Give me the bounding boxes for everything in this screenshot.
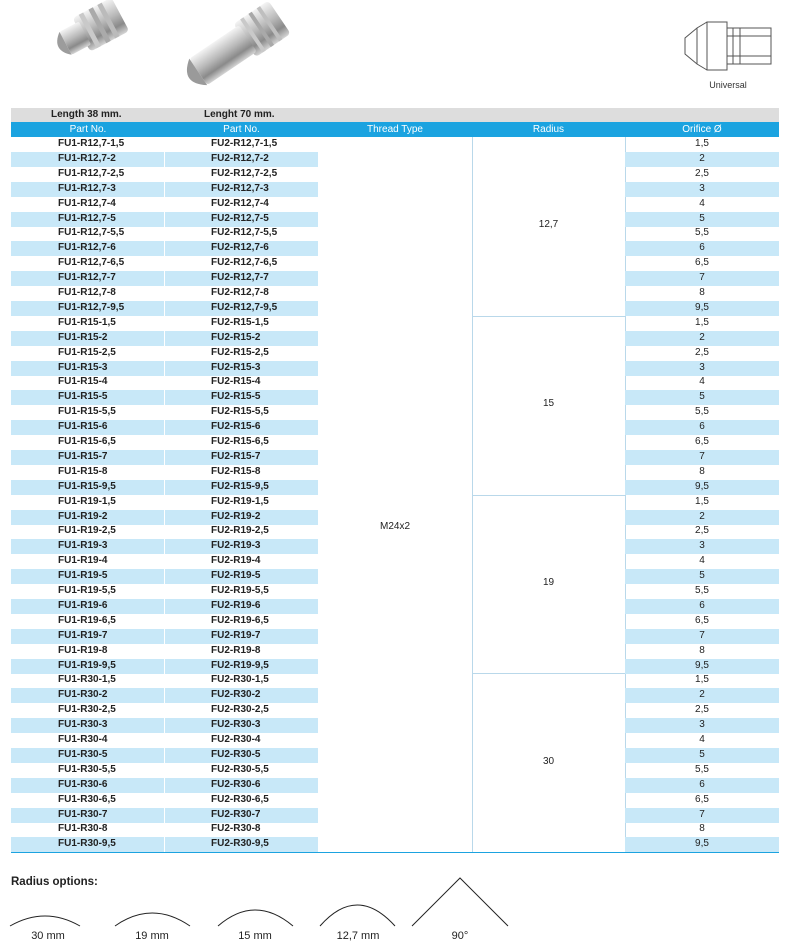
part-no-70: FU2-R19-8 xyxy=(211,644,261,656)
part-no-38: FU1-R30-9,5 xyxy=(58,838,116,850)
table-row xyxy=(11,465,779,480)
part-no-70: FU2-R19-2 xyxy=(211,510,261,522)
part-no-70: FU2-R19-3 xyxy=(211,540,261,552)
table-row xyxy=(11,733,779,748)
part-no-38: FU1-R19-5 xyxy=(58,570,108,582)
universal-drawing xyxy=(685,22,771,70)
table-row xyxy=(11,524,779,539)
part-no-38: FU1-R19-8 xyxy=(58,644,108,656)
part-no-38: FU1-R15-4 xyxy=(58,376,108,388)
part-no-38: FU1-R12,7-1,5 xyxy=(58,138,125,149)
radius-19-arc xyxy=(115,913,190,926)
part-no-70: FU2-R15-3 xyxy=(211,361,261,373)
part-no-70: FU2-R12,7-5,5 xyxy=(211,227,278,239)
table-row xyxy=(11,420,779,435)
table-row xyxy=(11,748,779,763)
part-no-38: FU1-R15-5,5 xyxy=(58,406,116,418)
part-no-38: FU1-R12,7-2,5 xyxy=(58,167,125,179)
part-no-38: FU1-R30-8 xyxy=(58,823,108,835)
table-row xyxy=(11,286,779,301)
table-row xyxy=(11,793,779,808)
radius-option-label: 15 mm xyxy=(238,930,272,942)
part-no-70: FU2-R30-6 xyxy=(211,778,261,790)
orifice-value: 4 xyxy=(699,197,705,209)
part-no-38: FU1-R30-6 xyxy=(58,778,108,790)
table-row xyxy=(11,271,779,286)
radius-option-label: 12,7 mm xyxy=(336,930,380,942)
orifice-value: 2 xyxy=(699,331,705,343)
header-part-no-1: Part No. xyxy=(69,124,107,135)
part-no-70: FU2-R30-2,5 xyxy=(211,704,269,716)
orifice-value: 8 xyxy=(699,287,705,298)
part-no-70: FU2-R19-1,5 xyxy=(211,495,269,507)
table-row xyxy=(11,510,779,525)
orifice-value: 9,5 xyxy=(695,480,709,492)
parts-table xyxy=(11,108,779,852)
table-row xyxy=(11,361,779,376)
part-no-70: FU2-R19-6,5 xyxy=(211,614,269,626)
long-nozzle-image xyxy=(178,1,291,95)
length-38-label: Length 38 mm. xyxy=(51,109,122,120)
table-row xyxy=(11,167,779,182)
radius-options-title: Radius options: xyxy=(11,876,98,888)
part-no-38: FU1-R19-1,5 xyxy=(58,495,116,507)
orifice-value: 5,5 xyxy=(695,227,709,239)
part-no-70: FU2-R30-8 xyxy=(211,823,261,835)
orifice-value: 4 xyxy=(699,734,705,745)
orifice-value: 2,5 xyxy=(695,525,709,537)
radius-value: 19 xyxy=(542,577,555,588)
orifice-value: 9,5 xyxy=(695,659,709,671)
table-row xyxy=(11,614,779,629)
table-row xyxy=(11,584,779,599)
header-radius: Radius xyxy=(532,124,565,135)
part-no-38: FU1-R30-2,5 xyxy=(58,704,116,716)
part-no-38: FU1-R15-2 xyxy=(58,331,108,343)
part-no-70: FU2-R30-9,5 xyxy=(211,838,269,850)
part-no-38: FU1-R19-7 xyxy=(58,629,108,641)
part-no-70: FU2-R30-3 xyxy=(211,719,261,731)
part-no-38: FU1-R30-5,5 xyxy=(58,763,116,775)
table-row xyxy=(11,331,779,346)
radius-option-label: 90° xyxy=(451,930,469,942)
orifice-value: 4 xyxy=(699,376,705,388)
radius-value: 30 xyxy=(542,755,555,767)
part-no-70: FU2-R12,7-2 xyxy=(211,152,269,164)
part-no-38: FU1-R19-6 xyxy=(58,599,108,611)
part-no-70: FU2-R30-2 xyxy=(211,689,261,701)
table-row xyxy=(11,837,779,852)
orifice-value: 5,5 xyxy=(695,763,709,775)
part-no-70: FU2-R19-5 xyxy=(211,570,261,582)
table-header xyxy=(11,122,779,137)
part-no-38: FU1-R19-5,5 xyxy=(58,585,116,596)
part-no-70: FU2-R12,7-2,5 xyxy=(211,167,278,179)
header-part-no-2: Part No. xyxy=(223,124,260,135)
radius-value: 15 xyxy=(542,398,555,410)
radius-value: 12,7 xyxy=(538,219,559,231)
orifice-value: 5,5 xyxy=(695,585,709,596)
orifice-value: 1,5 xyxy=(695,495,709,507)
radius-option-label: 30 mm xyxy=(31,930,65,942)
part-no-70: FU2-R12,7-9,5 xyxy=(211,301,278,313)
orifice-value: 8 xyxy=(699,644,705,656)
orifice-value: 5 xyxy=(699,748,705,760)
table-row xyxy=(11,644,779,659)
orifice-value: 6,5 xyxy=(695,793,709,805)
orifice-value: 7 xyxy=(699,450,705,462)
part-no-38: FU1-R15-1,5 xyxy=(58,316,116,328)
orifice-value: 1,5 xyxy=(695,138,709,149)
universal-label: Universal xyxy=(709,80,747,90)
part-no-38: FU1-R30-1,5 xyxy=(58,674,116,686)
table-row xyxy=(11,346,779,361)
table-row xyxy=(11,778,779,793)
table-row xyxy=(11,137,779,152)
part-no-38: FU1-R12,7-6 xyxy=(58,242,116,254)
part-no-70: FU2-R12,7-7 xyxy=(211,272,269,284)
orifice-value: 6,5 xyxy=(695,614,709,626)
part-no-38: FU1-R12,7-5 xyxy=(58,212,116,224)
part-no-70: FU2-R30-6,5 xyxy=(211,793,269,805)
part-no-70: FU2-R12,7-1,5 xyxy=(211,138,278,149)
part-no-38: FU1-R19-2 xyxy=(58,510,108,522)
part-no-38: FU1-R15-3 xyxy=(58,361,108,373)
part-no-70: FU2-R30-4 xyxy=(211,734,261,745)
product-images xyxy=(0,0,785,106)
orifice-value: 6 xyxy=(699,421,705,433)
part-no-38: FU1-R19-4 xyxy=(58,555,108,567)
orifice-value: 9,5 xyxy=(695,301,709,313)
part-no-70: FU2-R19-7 xyxy=(211,629,261,641)
orifice-value: 7 xyxy=(699,272,705,284)
part-no-70: FU2-R19-6 xyxy=(211,599,261,611)
table-row xyxy=(11,718,779,733)
part-no-38: FU1-R12,7-4 xyxy=(58,197,116,209)
angle-90-shape xyxy=(412,878,508,926)
part-no-70: FU2-R19-2,5 xyxy=(211,525,269,537)
radius-30-arc xyxy=(10,916,80,926)
orifice-value: 2,5 xyxy=(695,346,709,358)
table-row xyxy=(11,256,779,271)
header-thread-type: Thread Type xyxy=(367,124,423,135)
part-no-70: FU2-R12,7-8 xyxy=(211,287,269,298)
part-no-70: FU2-R12,7-6,5 xyxy=(211,257,278,269)
radius-group-divider xyxy=(472,316,625,317)
part-no-38: FU1-R15-8 xyxy=(58,465,108,477)
orifice-value: 2,5 xyxy=(695,167,709,179)
part-no-38: FU1-R12,7-7 xyxy=(58,272,116,284)
part-no-70: FU2-R15-9,5 xyxy=(211,480,269,492)
part-no-38: FU1-R30-3 xyxy=(58,719,108,731)
part-no-70: FU2-R15-5 xyxy=(211,391,261,403)
orifice-value: 6 xyxy=(699,778,705,790)
orifice-value: 5 xyxy=(699,212,705,224)
part-no-70: FU2-R12,7-3 xyxy=(211,182,269,194)
orifice-value: 1,5 xyxy=(695,674,709,686)
table-row xyxy=(11,435,779,450)
orifice-value: 3 xyxy=(699,540,705,552)
part-no-70: FU2-R15-5,5 xyxy=(211,406,269,418)
radius-group-divider xyxy=(472,673,625,674)
part-no-38: FU1-R12,7-6,5 xyxy=(58,257,125,269)
table-row xyxy=(11,808,779,823)
part-no-70: FU2-R15-4 xyxy=(211,376,261,388)
length-70-label: Lenght 70 mm. xyxy=(204,109,275,120)
part-no-70: FU2-R19-4 xyxy=(211,555,261,567)
table-row xyxy=(11,226,779,241)
table-row xyxy=(11,703,779,718)
part-no-38: FU1-R15-9,5 xyxy=(58,480,116,492)
table-row xyxy=(11,241,779,256)
part-no-38: FU1-R19-2,5 xyxy=(58,525,116,537)
table-row xyxy=(11,763,779,778)
part-no-38: FU1-R15-2,5 xyxy=(58,346,116,358)
part-no-70: FU2-R30-1,5 xyxy=(211,674,269,686)
part-no-70: FU2-R15-6,5 xyxy=(211,436,269,447)
part-no-38: FU1-R30-2 xyxy=(58,689,108,701)
orifice-value: 4 xyxy=(699,555,705,567)
table-row xyxy=(11,480,779,495)
table-body xyxy=(11,137,779,852)
orifice-value: 8 xyxy=(699,465,705,477)
table-row xyxy=(11,629,779,644)
orifice-value: 6,5 xyxy=(695,257,709,269)
orifice-value: 3 xyxy=(699,719,705,731)
orifice-value: 6 xyxy=(699,242,705,254)
part-no-70: FU2-R15-1,5 xyxy=(211,316,269,328)
table-row xyxy=(11,197,779,212)
table-row xyxy=(11,405,779,420)
thread-type-value: M24x2 xyxy=(379,521,410,532)
table-row xyxy=(11,152,779,167)
part-no-38: FU1-R30-7 xyxy=(58,808,108,820)
part-no-38: FU1-R15-7 xyxy=(58,450,108,462)
table-row xyxy=(11,316,779,331)
orifice-value: 6 xyxy=(699,599,705,611)
part-no-70: FU2-R15-2,5 xyxy=(211,346,269,358)
part-no-70: FU2-R15-6 xyxy=(211,421,261,433)
orifice-value: 6,5 xyxy=(695,436,709,447)
part-no-70: FU2-R30-7 xyxy=(211,808,261,820)
part-no-70: FU2-R19-5,5 xyxy=(211,585,269,596)
part-no-38: FU1-R30-6,5 xyxy=(58,793,116,805)
table-row xyxy=(11,539,779,554)
orifice-value: 8 xyxy=(699,823,705,835)
part-no-38: FU1-R15-6 xyxy=(58,421,108,433)
part-no-70: FU2-R19-9,5 xyxy=(211,659,269,671)
orifice-value: 9,5 xyxy=(695,838,709,850)
radius-15-arc xyxy=(218,910,293,926)
table-row xyxy=(11,554,779,569)
table-row xyxy=(11,182,779,197)
part-no-38: FU1-R12,7-5,5 xyxy=(58,227,125,239)
table-row xyxy=(11,450,779,465)
part-no-38: FU1-R19-6,5 xyxy=(58,614,116,626)
orifice-value: 3 xyxy=(699,182,705,194)
table-row xyxy=(11,212,779,227)
part-no-70: FU2-R12,7-4 xyxy=(211,197,269,209)
radius-option-label: 19 mm xyxy=(135,930,169,942)
table-row xyxy=(11,495,779,510)
orifice-value: 5,5 xyxy=(695,406,709,418)
part-no-38: FU1-R12,7-9,5 xyxy=(58,301,125,313)
part-no-70: FU2-R15-8 xyxy=(211,465,261,477)
orifice-value: 7 xyxy=(699,808,705,820)
orifice-value: 2 xyxy=(699,689,705,701)
orifice-value: 1,5 xyxy=(695,316,709,328)
orifice-value: 3 xyxy=(699,361,705,373)
part-no-38: FU1-R30-4 xyxy=(58,734,108,745)
orifice-value: 7 xyxy=(699,629,705,641)
part-no-38: FU1-R19-3 xyxy=(58,540,108,552)
radius-12-7-arc xyxy=(320,905,395,926)
table-row xyxy=(11,659,779,674)
part-no-38: FU1-R12,7-3 xyxy=(58,182,116,194)
length-row xyxy=(11,108,779,122)
part-no-38: FU1-R19-9,5 xyxy=(58,659,116,671)
part-no-70: FU2-R30-5,5 xyxy=(211,763,269,775)
orifice-value: 5 xyxy=(699,570,705,582)
part-no-70: FU2-R30-5 xyxy=(211,748,261,760)
table-row xyxy=(11,599,779,614)
table-row xyxy=(11,822,779,837)
orifice-value: 5 xyxy=(699,391,705,403)
orifice-value: 2 xyxy=(699,152,705,164)
table-row xyxy=(11,301,779,316)
part-no-38: FU1-R15-5 xyxy=(58,391,108,403)
part-no-38: FU1-R12,7-2 xyxy=(58,152,116,164)
part-no-70: FU2-R12,7-5 xyxy=(211,212,269,224)
table-row xyxy=(11,390,779,405)
table-row xyxy=(11,688,779,703)
part-no-70: FU2-R15-7 xyxy=(211,450,261,462)
table-row xyxy=(11,673,779,688)
table-row xyxy=(11,569,779,584)
orifice-value: 2 xyxy=(699,510,705,522)
part-no-38: FU1-R12,7-8 xyxy=(58,287,116,298)
short-nozzle-image xyxy=(50,0,130,64)
part-no-38: FU1-R30-5 xyxy=(58,748,108,760)
header-orifice: Orifice Ø xyxy=(682,124,722,135)
part-no-70: FU2-R12,7-6 xyxy=(211,242,269,254)
radius-group-divider xyxy=(472,495,625,496)
part-no-38: FU1-R15-6,5 xyxy=(58,436,116,447)
orifice-value: 2,5 xyxy=(695,704,709,716)
table-row xyxy=(11,375,779,390)
part-no-70: FU2-R15-2 xyxy=(211,331,261,343)
